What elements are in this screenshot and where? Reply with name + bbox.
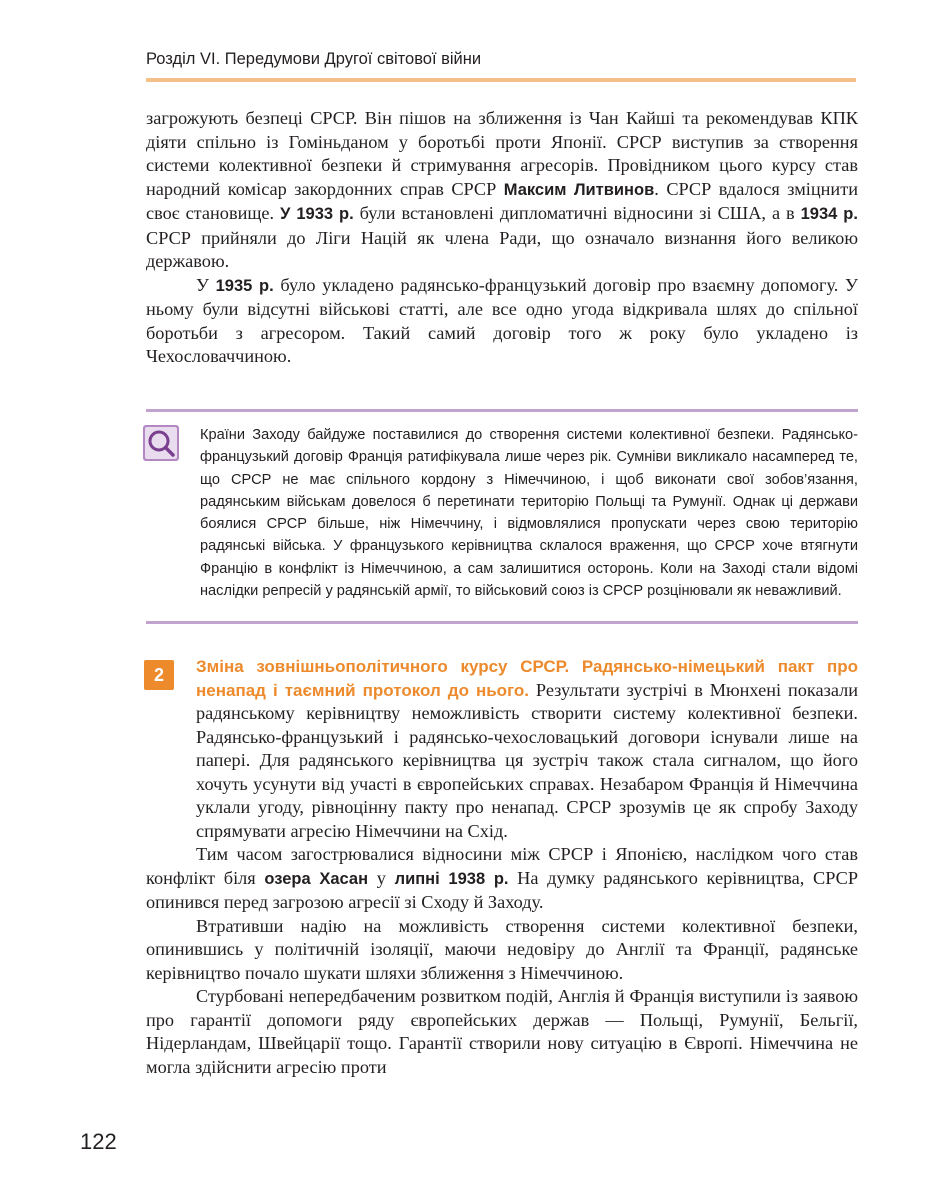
paragraph: У 1935 р. було укладено радянсько-французький договір про взаємну допомогу. У ньому були відсутні військові статті, але все одно угода відкривала шлях до спільної боротьби з агресором. Такий самий договір того ж року було укладено із Чехословаччиною.: [146, 274, 858, 366]
paragraph: Втративши надію на можливість створення системи колективної безпеки, опинившись у політичній ізоляції, маючи недовіру до Англії та Франції, радянське керівництво почало шукати шляхи зближення з Німеччиною.: [146, 915, 858, 983]
section-1-text: [146, 107, 858, 369]
section-number-badge: 2: [144, 660, 174, 690]
section-2-text: [146, 655, 858, 1079]
paragraph: загрожують безпеці СРСР. Він пішов на зближення із Чан Кайші та рекомендував КПК діяти спільно із Гоміньданом у боротьбі проти Японії. СРСР виступив за створення системи колективної безпеки й стримування агресорів. Провідником цього курсу став народний комісар закордонних справ СРСР Максим Литвинов. СРСР вдалося зміцнити своє становище. У 1933 р. були встановлені дипломатичні відносини зі США, а в 1934 р. СРСР прийняли до Ліги Націй як члена Ради, що означало визнання його великою державою.: [146, 108, 858, 271]
paragraph: Зміна зовнішньополітичного курсу СРСР. Радянсько-німецький пакт про ненапад і таємний протокол до нього. Результати зустрічі в Мюнхені показали радянському керівництву неможливість створити систему колективної безпеки. Радянсько-французький і радянсько-чехословацький договори існували лише на папері. Для радянського керівництва ця зустріч також стала сигналом, що його хочуть усунути від участі в європейських справах. Незабаром Франція й Німеччина уклали угоду, рівноцінну пакту про ненапад. СРСР зрозумів це як спробу Заходу спрямувати агресію Німеччини на Схід.: [196, 657, 858, 841]
running-header: Розділ VI. Передумови Другої світової війни: [146, 50, 482, 68]
bold-place: озера Хасан: [264, 869, 369, 888]
infobox-bottom-rule: [146, 621, 858, 624]
header-divider: [146, 78, 856, 82]
bold-date: 1934 р.: [800, 205, 858, 223]
infobox-top-rule: [146, 409, 858, 412]
page-number: 122: [80, 1129, 117, 1154]
section-title: Зміна зовнішньополітичного курсу СРСР. Радянсько-німецький пакт про ненапад і таємний протокол до нього.: [196, 657, 858, 700]
paragraph: Тим часом загострювалися відносини між СРСР і Японією, наслідком чого став конфлікт біля озера Хасан у липні 1938 р. На думку радянського керівництва, СРСР опинився перед загрозою агресії зі Сходу й Заходу.: [146, 844, 858, 912]
bold-date: липні 1938 р.: [394, 869, 509, 888]
bold-date: 1933 р.: [296, 205, 354, 223]
paragraph: Стурбовані непередбаченим розвитком подій, Англія й Франція виступили із заявою про гарантії допомоги ряду європейських держав — Польщі, Румунії, Бельгії, Нідерландам, Швейцарії тощо. Гарантії створили нову ситуацію в Європі. Німеччина не могла здійснити агресію проти: [146, 986, 858, 1077]
bold-date: 1935 р.: [215, 276, 274, 295]
magnifier-icon: [143, 425, 179, 461]
bold-name: Максим Литвинов: [503, 180, 655, 199]
infobox-text: Країни Заходу байдуже поставилися до створення системи колективної безпеки. Радянсько-французький договір Франція ратифікувала лише через рік. Сумніви викликало насамперед те, що СРСР не має спільного кордону з Німеччиною, і щоб виконати свої зобов’язання, радянським військам довелося б перетинати територію Польщі та Румунії. Однак ці держави боялися СРСР більше, ніж Німеччину, і відмовлялися пропускати через свою територію радянські війська. У французького керівництва склалося враження, що СРСР хоче втягнути Францію в конфлікт із Німеччиною, а сам залишитися осторонь. Коли на Заході стали відомі наслідки репресій у радянській армії, то військовий союз із СРСР розцінювали як неважливий.: [200, 427, 858, 600]
